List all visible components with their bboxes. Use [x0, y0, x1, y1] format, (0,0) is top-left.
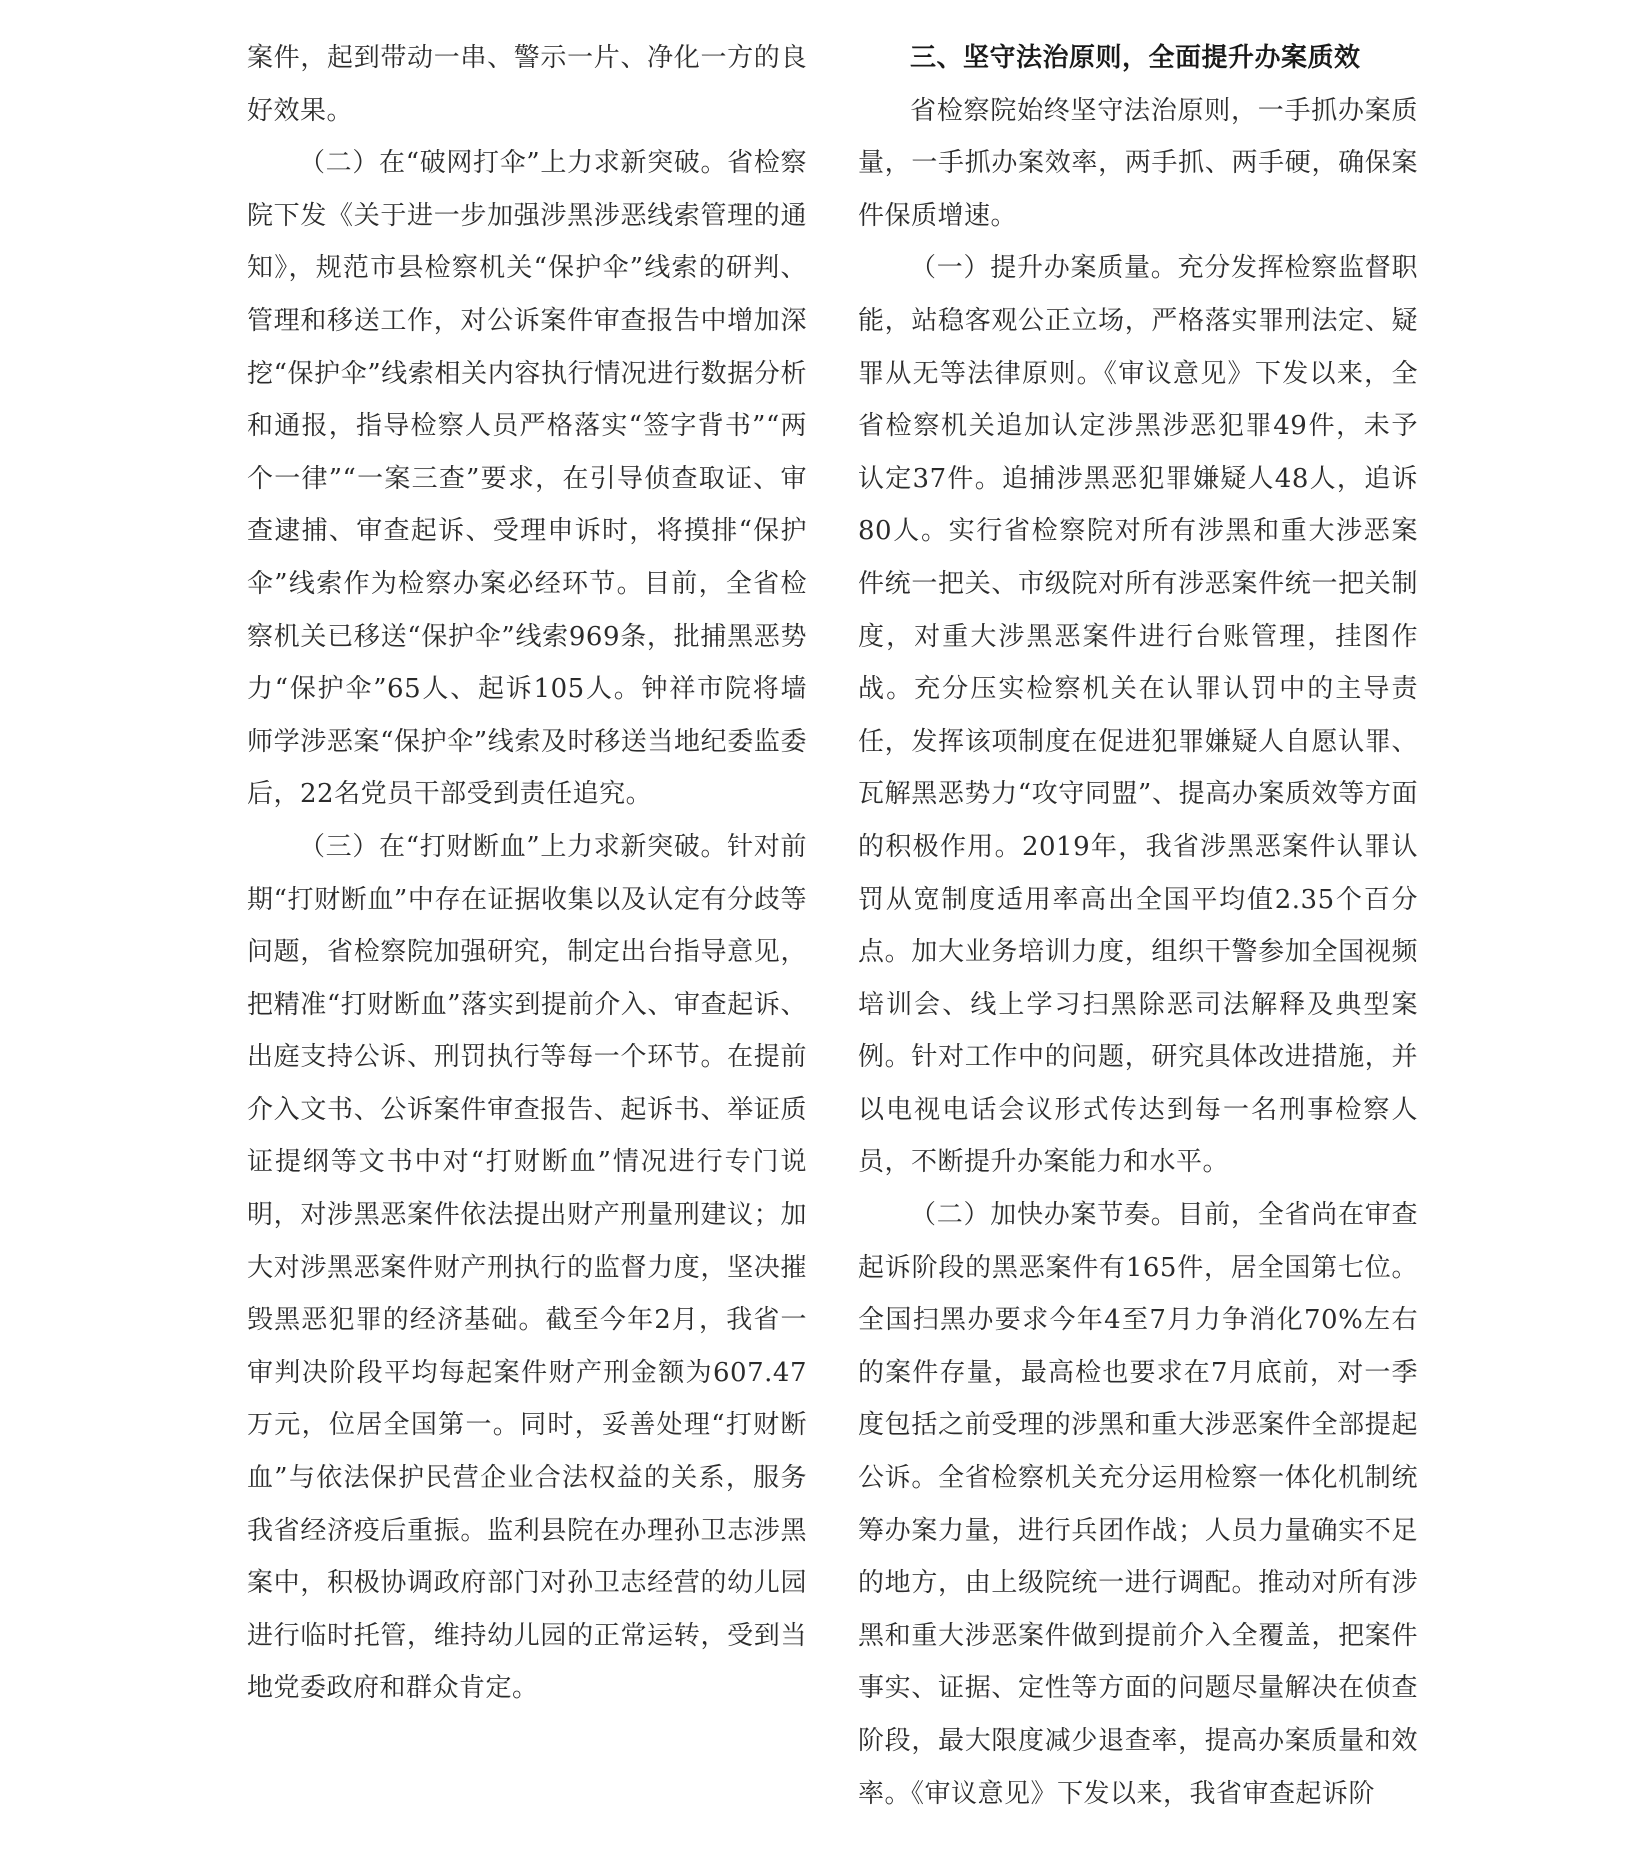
paragraph-continued: 案件，起到带动一串、警示一片、净化一方的良好效果。 [247, 43, 807, 126]
left-column [247, 32, 807, 1715]
paragraph-intro: 省检察院始终坚守法治原则，一手抓办案质量，一手抓办案效率，两手抓、两手硬，确保案件保质增速。 [858, 95, 1418, 231]
right-column [858, 32, 1418, 1820]
paragraph-cut-finances: （三）在“打财断血”上力求新突破。针对前期“打财断血”中存在证据收集以及认定有分歧等问题，省检察院加强研究，制定出台指导意见，把精准“打财断血”落实到提前介入、审查起诉、出庭支持公诉、刑罚执行等每一个环节。在提前介入文书、公诉案件审查报告、起诉书、举证质证提纲等文书中对“打财断血”情况进行专门说明，对涉黑恶案件依法提出财产刑量刑建议；加大对涉黑恶案件财产刑执行的监督力度，坚决摧毁黑恶犯罪的经济基础。截至今年2月，我省一审判决阶段平均每起案件财产刑金额为607.47万元，位居全国第一。同时，妥善处理“打财断血”与依法保护民营企业合法权益的关系，服务我省经济疫后重振。监利县院在办理孙卫志涉黑案中，积极协调政府部门对孙卫志经营的幼儿园进行临时托管，维持幼儿园的正常运转，受到当地党委政府和群众肯定。 [247, 831, 807, 1704]
paragraph-quality: （一）提升办案质量。充分发挥检察监督职能，站稳客观公正立场，严格落实罪刑法定、疑罪从无等法律原则。《审议意见》下发以来，全省检察机关追加认定涉黑涉恶犯罪49件，未予认定37件。追捕涉黑恶犯罪嫌疑人48人，追诉80人。实行省检察院对所有涉黑和重大涉恶案件统一把关、市级院对所有涉恶案件统一把关制度，对重大涉黑恶案件进行台账管理，挂图作战。充分压实检察机关在认罪认罚中的主导责任，发挥该项制度在促进犯罪嫌疑人自愿认罪、瓦解黑恶势力“攻守同盟”、提高办案质效等方面的积极作用。2019年，我省涉黑恶案件认罪认罚从宽制度适用率高出全国平均值2.35个百分点。加大业务培训力度，组织干警参加全国视频培训会、线上学习扫黑除恶司法解释及典型案例。针对工作中的问题，研究具体改进措施，并以电视电话会议形式传达到每一名刑事检察人员，不断提升办案能力和水平。 [858, 253, 1418, 1178]
section-heading: 三、坚守法治原则，全面提升办案质效 [910, 43, 1361, 73]
paragraph-pace: （二）加快办案节奏。目前，全省尚在审查起诉阶段的黑恶案件有165件，居全国第七位。全国扫黑办要求今年4至7月力争消化70%左右的案件存量，最高检也要求在7月底前，对一季度包括之前受理的涉黑和重大涉恶案件全部提起公诉。全省检察机关充分运用检察一体化机制统筹办案力量，进行兵团作战；人员力量确实不足的地方，由上级院统一进行调配。推动对所有涉黑和重大涉恶案件做到提前介入全覆盖，把案件事实、证据、定性等方面的问题尽量解决在侦查阶段，最大限度减少退查率，提高办案质量和效率。《审议意见》下发以来，我省审查起诉阶 [858, 1200, 1418, 1809]
paragraph-break-umbrella: （二）在“破网打伞”上力求新突破。省检察院下发《关于进一步加强涉黑涉恶线索管理的通知》，规范市县检察机关“保护伞”线索的研判、管理和移送工作，对公诉案件审查报告中增加深挖“保护伞”线索相关内容执行情况进行数据分析和通报，指导检察人员严格落实“签字背书”“两个一律”“一案三查”要求，在引导侦查取证、审查逮捕、审查起诉、受理申诉时，将摸排“保护伞”线索作为检察办案必经环节。目前，全省检察机关已移送“保护伞”线索969条，批捕黑恶势力“保护伞”65人、起诉105人。钟祥市院将墙师学涉恶案“保护伞”线索及时移送当地纪委监委后，22名党员干部受到责任追究。 [247, 148, 807, 810]
